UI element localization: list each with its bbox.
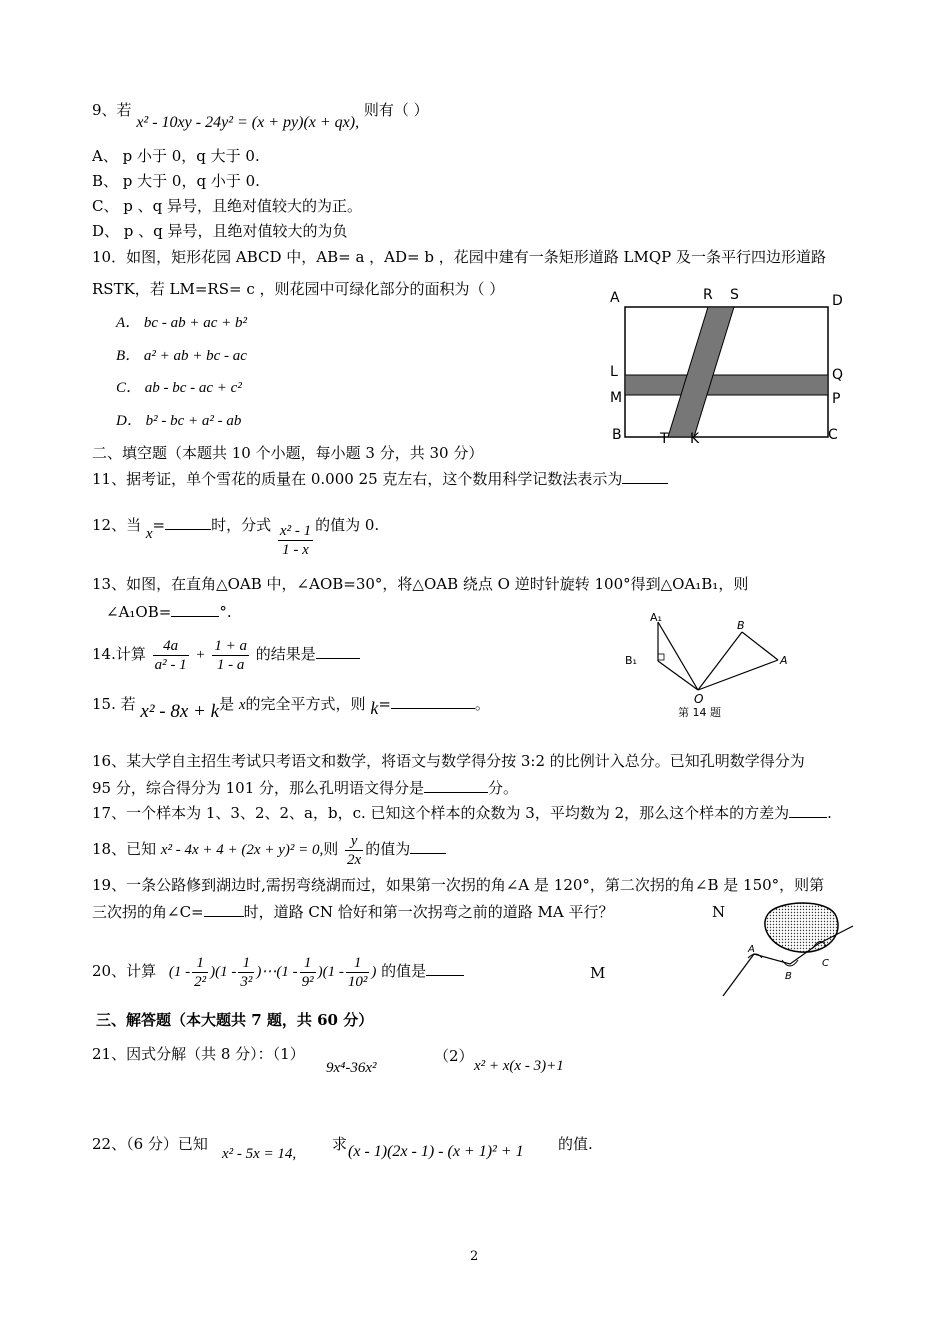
q12-post2: 的值为 0.	[315, 516, 380, 534]
q12-fraction-numerator: x² - 1	[279, 522, 312, 539]
q17-text: 17、一个样本为 1、3、2、2、a，b，c. 已知这个样本的众数为 3，平均数为 2，那么这个样本的方差为	[92, 804, 790, 822]
label-k: K	[690, 431, 700, 447]
q21-expr-1: 9x⁴-36x²	[326, 1060, 377, 1076]
q9-option-a: A、 p 小于 0，q 大于 0.	[92, 147, 260, 165]
q10-option-c: C． ab - bc - ac + c²	[116, 380, 242, 396]
q14-answer-blank[interactable]	[316, 642, 360, 659]
q9-line	[92, 100, 429, 131]
lake-road-figure	[718, 896, 868, 1000]
q22-given: x² - 5x = 14,	[222, 1146, 297, 1162]
q18-then: 则	[323, 840, 339, 858]
q18-expr: x² - 4x + 4 + (2x + y)² = 0,	[160, 842, 324, 858]
road-label-n: N	[712, 903, 726, 921]
q18-post: 的值为	[365, 840, 411, 858]
label-d: D	[832, 293, 843, 309]
q20-dots: ⋯	[261, 964, 277, 980]
q15-line	[92, 688, 490, 720]
label-c: C	[822, 958, 829, 969]
q20-factor-1-open: (1 -	[168, 964, 191, 980]
q14-f2-denominator: 1 - a	[216, 656, 245, 673]
label-q: Q	[832, 367, 844, 383]
q19-line2-post: 时，道路 CN 恰好和第一次拐弯之前的道路 MA 平行？	[243, 903, 614, 921]
label-b: B	[785, 971, 792, 982]
q12-eq: =	[152, 516, 166, 534]
figure-14-caption: 第 14 题	[678, 706, 721, 719]
q20-f2-den: 3²	[240, 973, 253, 990]
q10-option-a: A． bc - ab + ac + b²	[116, 315, 247, 331]
q20-fraction-1	[192, 954, 208, 991]
road-lmqp	[625, 375, 828, 395]
label-b: B	[737, 619, 745, 632]
label-t: T	[660, 431, 669, 447]
q14-post: 的结果是	[255, 645, 316, 663]
q10-option-b: B． a² + ab + bc - ac	[116, 348, 247, 364]
q18-fraction	[345, 832, 363, 869]
q20-fraction-3	[300, 954, 316, 991]
q18-answer-blank[interactable]	[410, 837, 446, 854]
q20-f1-num: 1	[192, 954, 208, 973]
label-b: B	[612, 427, 622, 443]
q15-var: x	[238, 697, 246, 713]
q15-answer-blank[interactable]	[391, 692, 475, 709]
q22-post: 的值.	[558, 1135, 593, 1153]
q22-pre: 22、（6 分）已知	[92, 1135, 208, 1153]
q9-equation: x² - 10xy - 24y² = (x + py)(x + qx),	[136, 114, 360, 131]
q18-numerator: y	[345, 832, 363, 851]
q17-line	[92, 801, 832, 823]
q14-pre: 14.计算	[92, 645, 146, 663]
label-l: L	[610, 364, 618, 380]
q9-option-d: D、 p 、q 异号，且绝对值较大的为负	[92, 222, 348, 240]
label-a: A	[780, 654, 788, 667]
lake	[765, 903, 838, 952]
q13-line1: 13、如图，在直角△OAB 中，∠AOB=30°，将△OAB 绕点 O 逆时针旋转 100°得到△OA₁B₁，则	[92, 575, 749, 593]
segment-ob1	[658, 661, 698, 690]
q20-answer-blank[interactable]	[426, 959, 464, 976]
label-m: M	[610, 390, 623, 406]
q12-fraction-denominator: 1 - x	[282, 541, 309, 558]
q18-line	[92, 829, 446, 870]
q21-pre: 21、因式分解（共 8 分）：（1）	[92, 1045, 305, 1063]
q20-f1-den: 2²	[194, 973, 207, 990]
q10-option-d: D． b² - bc + a² - ab	[116, 413, 242, 429]
q12-answer-blank[interactable]	[165, 513, 211, 530]
q17-answer-blank[interactable]	[789, 801, 827, 818]
q14-fraction-2	[212, 637, 249, 674]
q20-factor-4-open: (1 -	[322, 964, 344, 980]
q10-line2: RSTK，若 LM=RS= c ，则花园中可绿化部分的面积为（ ）	[92, 280, 505, 298]
q13-angle: ∠A₁OB=	[106, 603, 172, 621]
q13-answer-blank[interactable]	[171, 600, 219, 617]
q15-k: k	[370, 698, 379, 718]
q19-line2	[92, 900, 614, 922]
label-c: C	[828, 427, 838, 443]
q9-tail: 则有（ ）	[363, 101, 429, 119]
section-3-heading: 三、解答题（本大题共 7 题，共 60 分）	[96, 1011, 374, 1029]
q15-expr: x² - 8x + k	[140, 701, 220, 722]
label-b1: B₁	[625, 654, 637, 667]
q16-line2-pre: 95 分，综合得分为 101 分，那么孔明语文得分是	[92, 779, 425, 797]
q15-post: 。	[474, 695, 490, 713]
q18-denominator: 2x	[347, 851, 362, 868]
q9-option-c: C、 p 、q 异号，且绝对值较大的为正。	[92, 197, 362, 215]
q13-line2	[106, 600, 232, 622]
q20-f2-num: 1	[238, 954, 254, 973]
q20-fraction-2	[238, 954, 254, 991]
q19-line1: 19、一条公路修到湖边时,需拐弯绕湖而过，如果第一次拐的角∠A 是 120°，第二次拐的角∠B 是 150°，则第	[92, 876, 825, 894]
q14-plus: +	[195, 647, 206, 663]
angle-arc-b	[782, 960, 798, 966]
q20-factor-4-close: )	[371, 964, 377, 980]
q18-pre: 18、已知	[92, 840, 157, 858]
q20-post: 的值是	[381, 962, 427, 980]
q20-f4-den: 10²	[347, 973, 368, 990]
q14-f1-denominator: a² - 1	[154, 656, 187, 673]
q12-post1: 时，分式	[211, 516, 272, 534]
q16-line2	[92, 776, 518, 798]
q15-pre: 15. 若	[92, 695, 136, 713]
q20-factor-3-close: )	[317, 964, 323, 980]
road-label-m: M	[590, 964, 606, 982]
q20-factor-2-open: (1 -	[215, 964, 237, 980]
q14-fraction-1	[153, 637, 189, 674]
q20-factor-1-close: )	[210, 964, 216, 980]
q14-f1-numerator: 4a	[153, 637, 189, 656]
q22-ask: 求	[332, 1135, 348, 1153]
rotation-figure	[620, 610, 800, 720]
q20-f3-num: 1	[300, 954, 316, 973]
q14-line	[92, 632, 360, 677]
q19-line2-pre: 三次拐的角∠C=	[92, 903, 204, 921]
q11-line	[92, 467, 668, 489]
q16-line2-post: 分。	[488, 779, 519, 797]
q17-post: .	[827, 804, 832, 822]
q20-fraction-4	[346, 954, 370, 991]
q16-answer-blank[interactable]	[424, 776, 488, 793]
right-angle-mark-b1	[658, 654, 664, 660]
q20-line	[92, 945, 464, 998]
q9-stem: 9、若	[92, 101, 132, 119]
q21-line	[92, 1044, 305, 1064]
q14-f2-numerator: 1 + a	[214, 637, 247, 654]
q16-line1: 16、某大学自主招生考试只考语文和数学，将语文与数学得分按 3:2 的比例计入总分。已知孔明数学得分为	[92, 752, 805, 770]
garden-figure	[600, 282, 860, 447]
page-number: 2	[470, 1249, 479, 1264]
label-s: S	[730, 287, 739, 303]
q22-expr: (x - 1)(2x - 1) - (x + 1)² + 1	[348, 1143, 524, 1160]
label-p: P	[832, 391, 841, 407]
section-2-heading: 二、填空题（本题共 10 个小题，每小题 3 分，共 30 分）	[92, 444, 484, 462]
q12-pre: 12、当	[92, 516, 142, 534]
q12-fraction	[278, 522, 313, 559]
q9-option-b: B、 p 大于 0，q 小于 0.	[92, 172, 260, 190]
q21-expr-2: x² + x(x - 3)+1	[474, 1058, 564, 1074]
q20-factor-2-close: )	[256, 964, 262, 980]
q10-line1: 10．如图，矩形花园 ABCD 中，AB= a ，AD= b ，花园中建有一条矩形道路 LMQP 及一条平行四边形道路	[92, 248, 826, 266]
q20-f3-den: 9²	[301, 973, 314, 990]
q20-pre: 20、计算	[92, 962, 157, 980]
q12-var: x	[145, 526, 153, 542]
q19-answer-blank[interactable]	[204, 900, 244, 917]
q11-text: 11、据考证，单个雪花的质量在 0.000 25 克左右，这个数用科学记数法表示为	[92, 470, 623, 488]
q11-answer-blank[interactable]	[622, 467, 668, 484]
label-a: A	[748, 944, 755, 955]
q20-factor-3-open: (1 -	[276, 964, 298, 980]
q20-f4-num: 1	[346, 954, 370, 973]
q15-mid: 是	[219, 695, 235, 713]
label-a1: A₁	[650, 611, 662, 624]
q13-degree: °.	[219, 603, 232, 621]
label-o: O	[694, 692, 704, 706]
label-a: A	[610, 290, 620, 306]
q22-line	[92, 1134, 208, 1154]
label-r: R	[703, 287, 713, 303]
q15-eq: =	[378, 695, 391, 713]
q21-part-2: （2）	[434, 1047, 474, 1065]
q12-line	[92, 507, 380, 558]
segment-ba	[742, 632, 778, 660]
q15-mid2: 的完全平方式，则	[245, 695, 366, 713]
